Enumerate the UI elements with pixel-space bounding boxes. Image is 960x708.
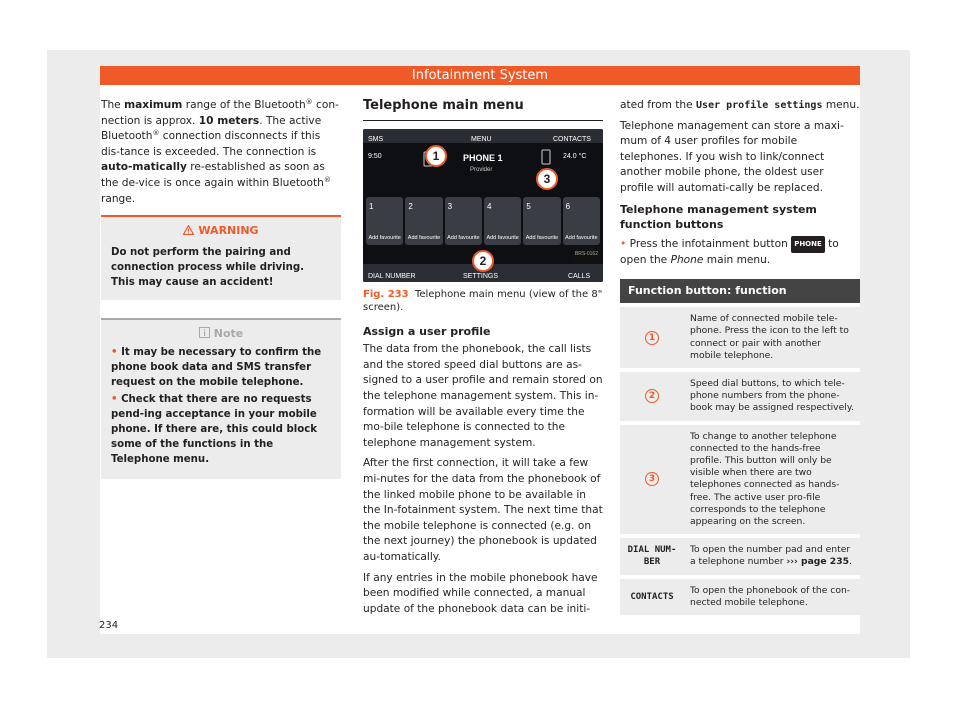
note-title xyxy=(111,326,331,342)
screen-settings-button: SETTINGS xyxy=(463,272,499,280)
table-desc-cell: To change to another telephone connected to the hands-free profile. This button will only be visible when there are two telephones connected as hands-free. The active user pro-file corresponds to the telephone appearing on the screen. xyxy=(684,423,860,537)
table-desc-cell: Name of connected mobile tele-phone. Press the icon to the left to connect or pair with another mobile telephone. xyxy=(684,305,860,370)
table-header: Function button: function xyxy=(620,279,860,305)
note-item xyxy=(111,345,331,390)
screen-contacts-button: CONTACTS xyxy=(553,135,591,143)
registered-mark: ® xyxy=(305,98,313,106)
tile-number: 2 xyxy=(408,201,413,211)
screen-temperature: 24.0 °C xyxy=(563,152,587,160)
screen-clock: 9:50 xyxy=(368,152,382,160)
page-number: 234 xyxy=(99,620,119,631)
subheading-function-buttons: Telephone management system function buttons xyxy=(620,202,817,232)
text-run: range. xyxy=(101,192,136,205)
text-run: main menu. xyxy=(703,254,771,267)
text-run: range of the Bluetooth xyxy=(182,99,306,111)
callout-number: 2 xyxy=(645,389,659,403)
tile-number: 4 xyxy=(486,201,492,211)
bullet-icon: • xyxy=(620,237,630,250)
table-key-cell xyxy=(620,305,684,370)
text-bold: auto-matically xyxy=(101,161,187,174)
table-row xyxy=(620,577,860,615)
figure-code: BRS-0162 xyxy=(573,247,600,263)
note-item-text: It may be necessary to confirm the phone book data and SMS transfer request on the mobile telephone. xyxy=(111,347,322,389)
table-key-cell xyxy=(620,577,684,615)
paragraph: The data from the phonebook, the call lists and the stored speed dial buttons are as-signed to a user profile and remain stored on the telephone management system. This in-formation will be available every time the mo-bile telephone is connected to the telephone management system. xyxy=(363,343,603,449)
note-item-text: Check that there are no requests pend-ing acceptance in your mobile phone. If there are, this could block some of the functions in the Telephone menu. xyxy=(111,394,318,466)
text-bold: maximum xyxy=(124,99,183,111)
column-right xyxy=(620,98,860,615)
note-label: Note xyxy=(213,326,244,340)
text-run: The xyxy=(101,99,125,111)
screen-calls-button: CALLS xyxy=(568,272,591,280)
warning-label: WARNING xyxy=(198,224,259,238)
warning-title xyxy=(111,223,331,239)
tile-number: 5 xyxy=(526,201,531,211)
tile-label: Add favourite xyxy=(565,234,598,241)
callout-1: 1 xyxy=(425,145,447,167)
text-run: re-established as soon as the de-vice is once again within Bluetooth xyxy=(101,161,325,189)
function-key-label: CONTACTS xyxy=(630,591,674,602)
screen-menu-button: MENU xyxy=(471,135,492,143)
paragraph xyxy=(620,98,860,114)
column-middle xyxy=(363,98,603,622)
text-run: menu. xyxy=(822,99,860,111)
warning-triangle-icon xyxy=(183,225,194,235)
text-run: connection disconnects if this dis-tance is exceeded. The connection is xyxy=(101,130,321,158)
instruction-bullet xyxy=(620,236,860,269)
paragraph: If any entries in the mobile phonebook have been modified while connected, a manual update of the phonebook data can be initi- xyxy=(363,571,598,615)
table-key-cell xyxy=(620,423,684,537)
note-item xyxy=(111,392,331,467)
bluetooth-range-paragraph xyxy=(101,98,341,207)
tile-number: 3 xyxy=(447,201,453,211)
speed-dial-tiles xyxy=(366,197,600,245)
table-desc-cell xyxy=(684,536,860,576)
function-button-table xyxy=(620,279,860,615)
page-header: Infotainment System xyxy=(100,66,860,85)
warning-box xyxy=(101,215,341,300)
registered-mark: ® xyxy=(152,129,160,138)
text-run: to open the xyxy=(620,237,839,267)
speed-dial-tile xyxy=(366,197,403,245)
callout-number: 1 xyxy=(645,331,659,345)
speed-dial-tile xyxy=(563,197,600,245)
registered-mark: ® xyxy=(323,175,331,184)
speed-dial-tile xyxy=(523,197,560,245)
text-bold: 10 meters xyxy=(198,114,260,127)
info-icon xyxy=(199,327,210,338)
subheading-assign-profile: Assign a user profile xyxy=(363,324,491,338)
figure-caption xyxy=(363,288,603,314)
bullet-icon: • xyxy=(111,394,122,406)
text-run: con-nection is approx. xyxy=(101,99,339,127)
function-key-label: DIAL NUM-BER xyxy=(627,545,677,568)
table-key-cell xyxy=(620,536,684,576)
table-row xyxy=(620,370,860,423)
speed-dial-tile xyxy=(445,197,482,245)
text-run: Press the infotainment button xyxy=(629,237,792,250)
screen-top-bar xyxy=(363,129,603,143)
table-row xyxy=(620,536,860,576)
tile-number: 1 xyxy=(369,201,374,211)
callout-3: 3 xyxy=(536,168,558,190)
tile-label: Add favourite xyxy=(525,234,559,241)
menu-name: User profile settings xyxy=(696,100,823,111)
figure-number: Fig. 233 xyxy=(363,288,409,300)
paragraph: After the first connection, it will take a few mi-nutes for the data from the phonebook of the linked mobile phone to be available in the In-fotainment system. The next time that the mobile telephone is connected (e.g. on the next journey) the phonebook is updated au-tomatically. xyxy=(363,457,603,563)
callout-2: 2 xyxy=(472,250,494,272)
screen-provider: Provider xyxy=(470,166,493,173)
screen-phone-name: PHONE 1 xyxy=(463,152,503,163)
paragraph: Telephone management can store a maxi-mum of 4 user profiles for mobile telephones. If you wish to link/connect another mobile phone, the oldest user profile will automati-cally be replaced. xyxy=(620,119,844,194)
text-italic: Phone xyxy=(670,254,704,267)
screen-sms-button: SMS xyxy=(368,135,384,143)
warning-text: Do not perform the pairing and connection process while driving. This may cause an accident! xyxy=(111,246,305,288)
tile-label: Add favourite xyxy=(486,234,519,241)
tile-label: Add favourite xyxy=(447,234,480,241)
table-desc-cell: Speed dial buttons, to which tele-phone numbers from the phone-book may be assigned respectively. xyxy=(684,370,860,423)
table-key-cell xyxy=(620,370,684,423)
tile-number: 6 xyxy=(565,201,571,211)
screen-dial-number-button: DIAL NUMBER xyxy=(368,272,416,280)
table-row xyxy=(620,305,860,370)
text-run: . The active Bluetooth xyxy=(101,114,322,143)
text-run: To open the number pad and enter a telephone number xyxy=(690,544,851,568)
phone-key-icon: PHONE xyxy=(791,236,825,254)
infotainment-screen-figure xyxy=(363,129,603,282)
tile-label: Add favourite xyxy=(368,234,401,241)
screen-phone-icon xyxy=(541,149,551,165)
page-reference-link[interactable]: ››› page 235 xyxy=(786,556,849,568)
bullet-icon: • xyxy=(111,347,122,359)
callout-number: 3 xyxy=(645,472,659,486)
speed-dial-tile xyxy=(405,197,442,245)
figure-caption-text: Telephone main menu (view of the 8" screen). xyxy=(363,288,603,313)
section-title: Telephone main menu xyxy=(363,98,603,121)
note-box xyxy=(101,318,341,480)
column-left xyxy=(101,98,341,479)
text-run: . xyxy=(849,556,852,568)
speed-dial-tile xyxy=(484,197,521,245)
table-row xyxy=(620,423,860,537)
tile-label: Add favourite xyxy=(407,234,441,241)
text-run: ated from the xyxy=(620,99,697,111)
table-desc-cell: To open the phonebook of the con-nected mobile telephone. xyxy=(684,577,860,615)
